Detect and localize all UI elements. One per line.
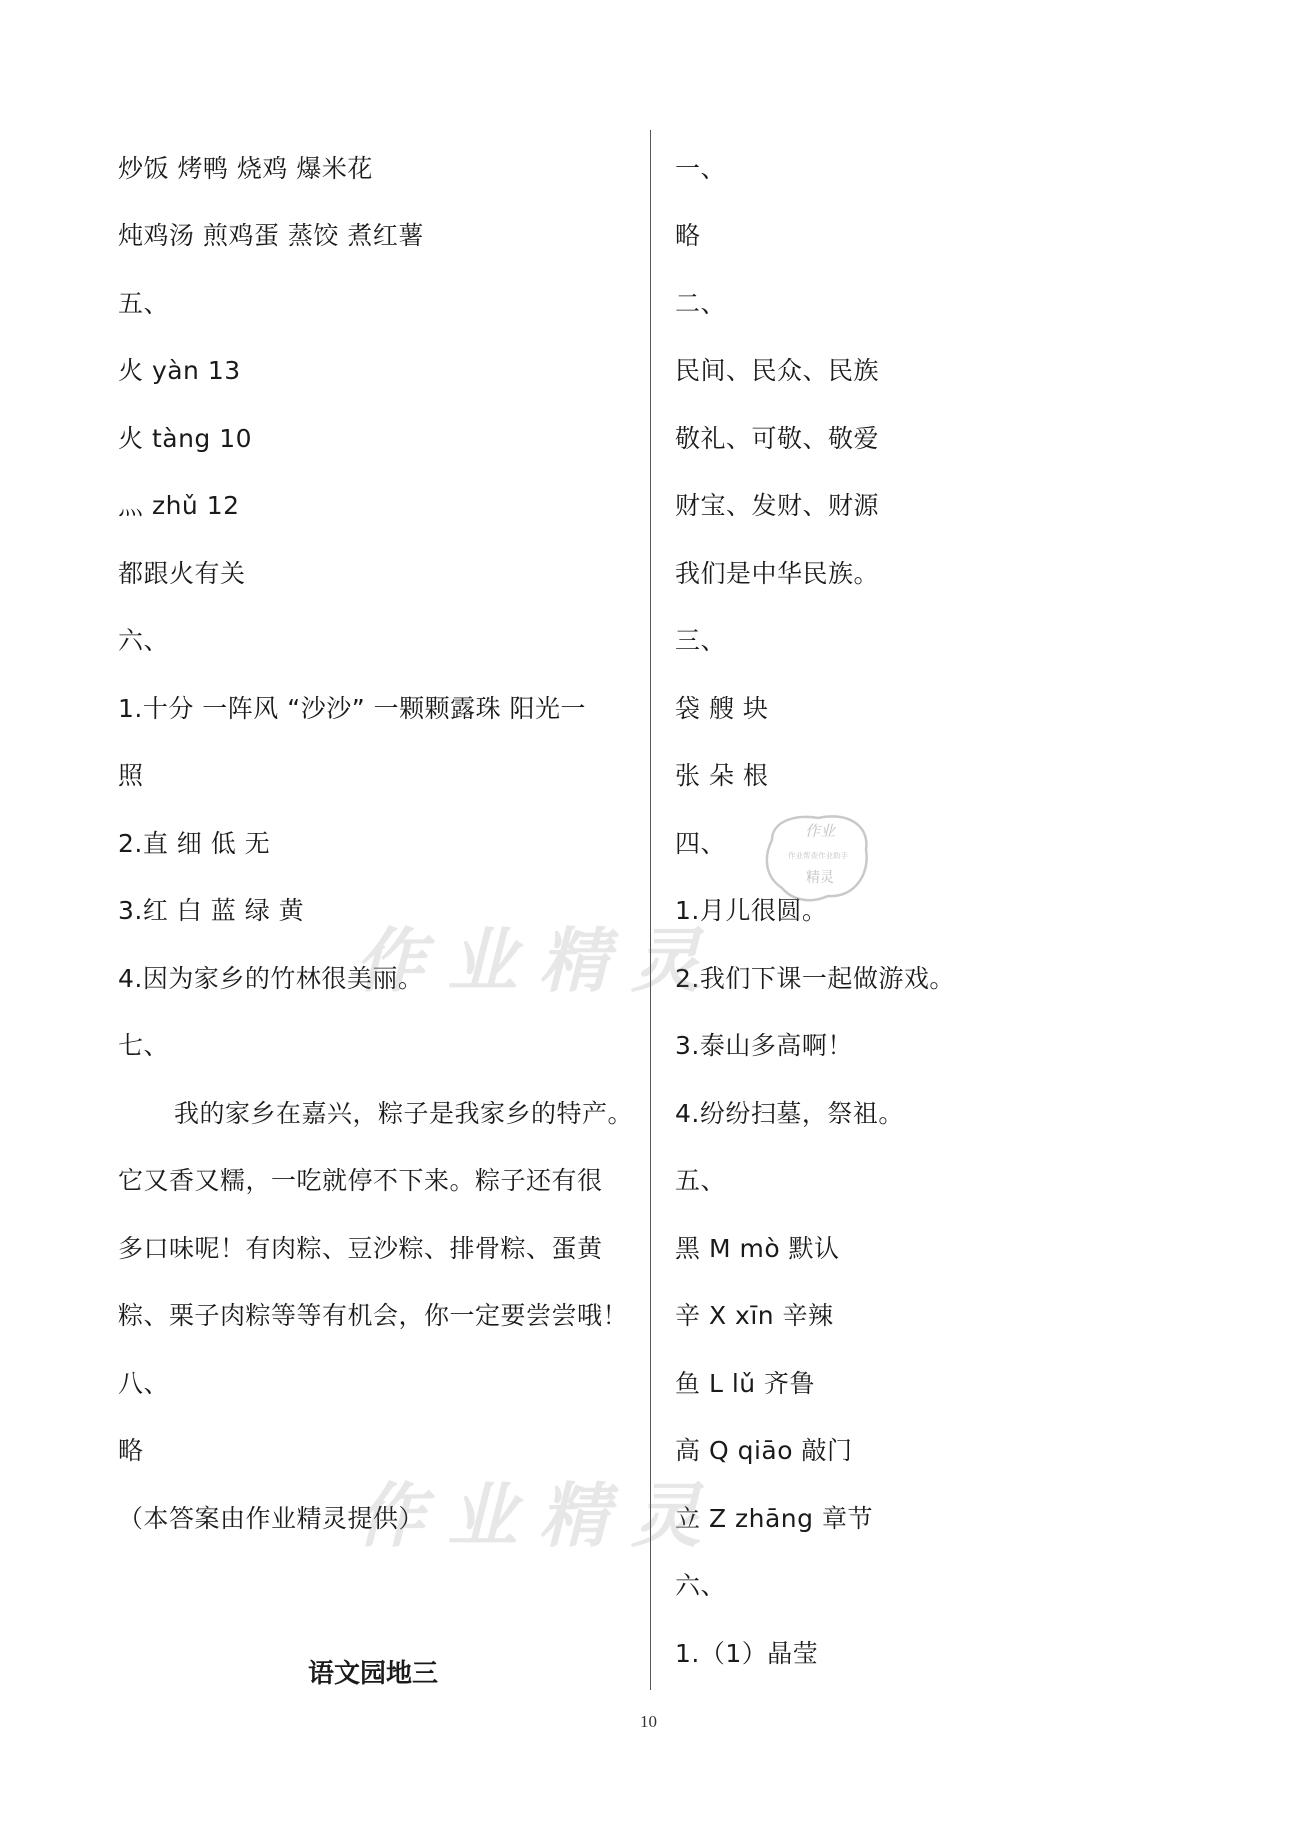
answer-line: 立 Z zhāng 章节 — [675, 1504, 873, 1533]
answer-line: 3.泰山多高啊！ — [675, 1031, 853, 1060]
watermark-text: 作业精灵 — [355, 919, 723, 1002]
answer-line: 2.我们下课一起做游戏。 — [675, 964, 955, 993]
answer-line: 辛 X xīn 辛辣 — [675, 1301, 834, 1330]
answer-line: 我们是中华民族。 — [675, 559, 880, 588]
essay-paragraph-line: 我的家乡在嘉兴，粽子是我家乡的特产。 — [174, 1099, 634, 1128]
answer-line: 民间、民众、民族 — [675, 356, 880, 385]
section-heading: 二、 — [675, 289, 727, 318]
column-divider — [650, 130, 651, 1690]
answer-line: 1.月儿很圆。 — [675, 896, 828, 925]
section-heading: 六、 — [675, 1571, 727, 1600]
answer-line: 4.纷纷扫墓，祭祖。 — [675, 1099, 904, 1128]
essay-paragraph-line: 粽、栗子肉粽等等有机会，你一定要尝尝哦！ — [118, 1301, 629, 1330]
stamp-top-text: 作业 — [804, 822, 836, 840]
answer-line: 1.（1）晶莹 — [675, 1639, 819, 1668]
section-heading: 三、 — [675, 626, 727, 655]
section-title: 语文园地三 — [308, 1659, 439, 1689]
answer-line: 炒饭 烤鸭 烧鸡 爆米花 — [118, 154, 373, 183]
answer-line: 黑 M mò 默认 — [675, 1234, 840, 1263]
answer-line: 略 — [118, 1436, 144, 1465]
essay-paragraph-line: 多口味呢！有肉粽、豆沙粽、排骨粽、蛋黄 — [118, 1234, 603, 1263]
answer-line: 3.红 白 蓝 绿 黄 — [118, 896, 305, 925]
answer-line: 1.十分 一阵风 “沙沙” 一颗颗露珠 阳光一 — [118, 694, 587, 723]
answer-line: 袋 艘 块 — [675, 694, 769, 723]
section-heading: 五、 — [675, 1166, 727, 1195]
page-number: 10 — [640, 1712, 657, 1731]
answer-line: 2.直 细 低 无 — [118, 829, 271, 858]
section-heading: 七、 — [118, 1031, 170, 1060]
answer-line: 灬 zhǔ 12 — [118, 491, 240, 520]
watermark-stamp-logo — [758, 810, 878, 906]
answer-line: 4.因为家乡的竹林很美丽。 — [118, 964, 424, 993]
answer-line: 火 tàng 10 — [118, 424, 253, 453]
section-heading: 四、 — [675, 829, 727, 858]
stamp-bottom-text: 精灵 — [806, 870, 834, 886]
answer-line: 都跟火有关 — [118, 559, 246, 588]
answer-line: 张 朵 根 — [675, 761, 769, 790]
answer-line: 照 — [118, 761, 144, 790]
answer-line: 财宝、发财、财源 — [675, 491, 880, 520]
section-heading: 六、 — [118, 626, 170, 655]
stamp-middle-text: 作业帮查作业助手 — [788, 851, 848, 860]
essay-paragraph-line: 它又香又糯，一吃就停不下来。粽子还有很 — [118, 1166, 603, 1195]
watermark-text: 作业精灵 — [355, 1474, 723, 1557]
answer-line: 略 — [675, 221, 701, 250]
answer-line: 高 Q qiāo 敲门 — [675, 1436, 853, 1465]
section-heading: 一、 — [675, 154, 727, 183]
answer-line: 鱼 L lǔ 齐鲁 — [675, 1369, 816, 1398]
answer-line: 炖鸡汤 煎鸡蛋 蒸饺 煮红薯 — [118, 221, 424, 250]
answer-line: 敬礼、可敬、敬爱 — [675, 424, 880, 453]
source-note: （本答案由作业精灵提供） — [118, 1504, 425, 1533]
section-heading: 五、 — [118, 289, 170, 318]
section-heading: 八、 — [118, 1369, 170, 1398]
answer-line: 火 yàn 13 — [118, 356, 241, 385]
